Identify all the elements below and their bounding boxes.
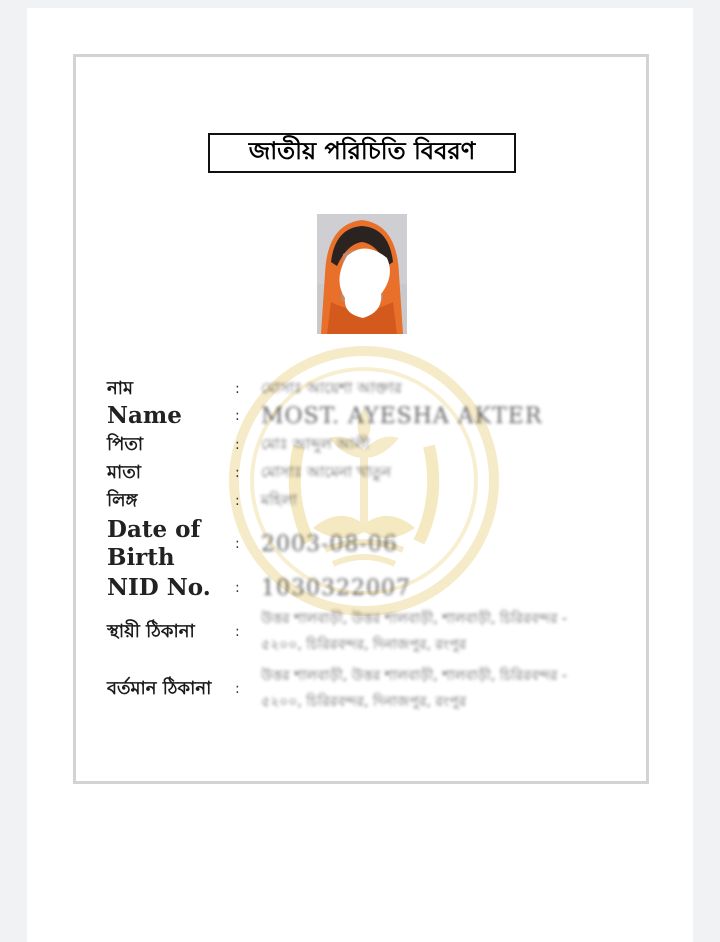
document-title: জাতীয় পরিচিতি বিবরণ (208, 133, 516, 173)
colon-separator: : (235, 681, 240, 697)
value-name-bn: মোসাঃ আয়েশা আক্তার (261, 378, 402, 397)
colon-separator: : (235, 437, 240, 453)
value-mother: মোসাঃ আমেনা খাতুন (261, 462, 392, 481)
value-permanent-address: উত্তর শালবাড়ী, উত্তর শালবাড়ী, শালবাড়ী, চিরিরবন্দর - ৫২০০, চিরিরবন্দর, দিনাজপুর, রংপুর (261, 611, 567, 653)
value-nid: 1030322007 (261, 575, 411, 601)
row-name-en (107, 401, 542, 431)
label-mother: মাতা (107, 461, 141, 483)
profile-photo-image (317, 214, 407, 334)
nid-info-card (73, 54, 649, 784)
colon-separator: : (235, 381, 240, 397)
colon-separator: : (235, 493, 240, 509)
row-gender (107, 487, 297, 515)
label-name-en: Name (107, 402, 182, 429)
colon-separator: : (235, 624, 240, 640)
value-name-en: MOST. AYESHA AKTER (261, 403, 543, 429)
profile-photo (317, 214, 407, 334)
row-father (107, 431, 369, 459)
label-present-address: বর্তমান ঠিকানা (107, 677, 212, 699)
value-dob: 2003-08-06 (261, 531, 398, 557)
label-nid: NID No. (107, 574, 211, 601)
label-name-bn: নাম (107, 377, 133, 399)
colon-separator: : (235, 408, 240, 424)
row-permanent-address (107, 605, 606, 659)
value-present-address: উত্তর শালবাড়ী, উত্তর শালবাড়ী, শালবাড়ী, চিরিরবন্দর - ৫২০০, চিরিরবন্দর, দিনাজপুর, রংপুর (261, 668, 567, 710)
value-gender: মহিলা (261, 490, 298, 509)
colon-separator: : (235, 465, 240, 481)
colon-separator: : (235, 580, 240, 596)
row-present-address (107, 661, 606, 717)
label-dob: Date of Birth (107, 516, 201, 571)
label-gender: লিঙ্গ (107, 489, 138, 511)
row-name-bn (107, 375, 402, 403)
label-permanent-address: স্থায়ী ঠিকানা (107, 620, 195, 642)
row-nid (107, 573, 411, 603)
row-dob (107, 515, 398, 573)
colon-separator: : (235, 536, 240, 552)
label-father: পিতা (107, 433, 144, 455)
document-page (27, 8, 693, 942)
row-mother (107, 459, 391, 487)
value-father: মোঃ আব্দুল আলী (261, 434, 370, 453)
